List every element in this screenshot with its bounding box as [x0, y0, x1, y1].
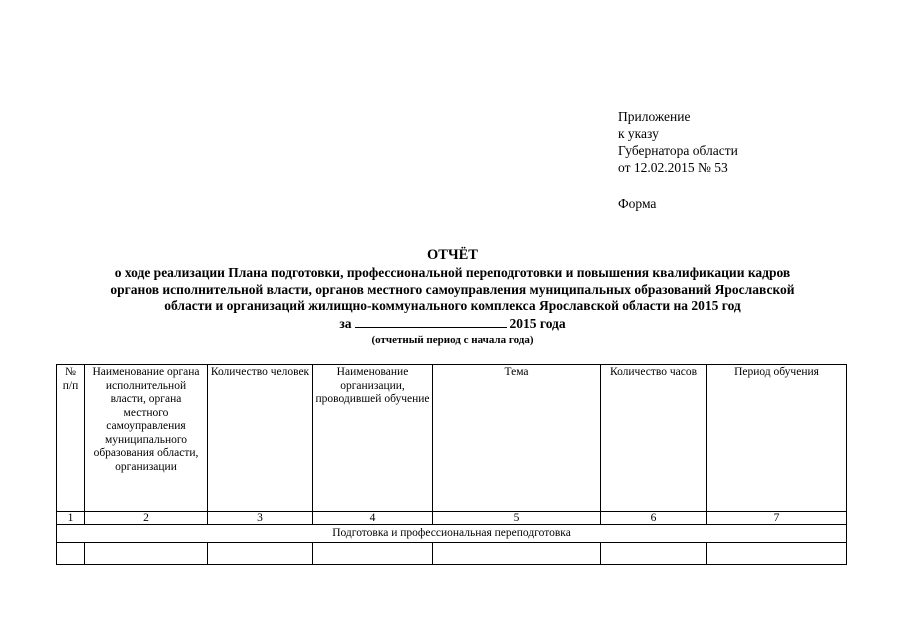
- table-cell: [57, 543, 85, 565]
- report-heading: [40, 246, 865, 348]
- header-hours: Количество часов: [601, 365, 707, 512]
- column-number: 1: [57, 512, 85, 525]
- header-organization-name: Наименование органа исполнительной власти, органа местного самоуправления муниципального образования области, организации: [85, 365, 208, 512]
- column-number: 7: [707, 512, 847, 525]
- form-label: Форма: [618, 196, 657, 211]
- column-number: 5: [433, 512, 601, 525]
- appendix-spacer: [618, 176, 738, 195]
- table-header-row: [57, 365, 847, 512]
- table-cell: [601, 543, 707, 565]
- column-number: 3: [208, 512, 313, 525]
- header-topic: Тема: [433, 365, 601, 512]
- report-subtitle-line-1: о ходе реализации Плана подготовки, профессиональной переподготовки и повышения квалификации кадров: [114, 265, 791, 280]
- section-row: [57, 525, 847, 543]
- appendix-title: Приложение: [618, 109, 691, 124]
- table-cell: [433, 543, 601, 565]
- table-row: [57, 543, 847, 565]
- period-prefix: за: [339, 315, 352, 331]
- period-hint: (отчетный период с начала года): [371, 333, 534, 346]
- column-number-row: [57, 512, 847, 525]
- header-people-count: Количество человек: [208, 365, 313, 512]
- column-number: 6: [601, 512, 707, 525]
- report-subtitle-line-3: области и организаций жилищно-коммунального комплекса Ярославской области на 2015 год: [164, 298, 741, 313]
- report-period: [40, 315, 865, 332]
- appendix-decree: к указу: [618, 126, 659, 141]
- period-suffix: 2015 года: [509, 315, 566, 331]
- table-cell: [208, 543, 313, 565]
- header-number: № п/п: [57, 365, 85, 512]
- appendix-block: [618, 108, 738, 212]
- header-training-organization: Наименование организации, проводившей обучение: [313, 365, 433, 512]
- column-number: 2: [85, 512, 208, 525]
- appendix-governor: Губернатора области: [618, 143, 738, 158]
- column-number: 4: [313, 512, 433, 525]
- appendix-date: от 12.02.2015 № 53: [618, 160, 728, 175]
- section-title: Подготовка и профессиональная переподготовка: [57, 525, 847, 543]
- report-table: [56, 364, 847, 565]
- header-period: Период обучения: [707, 365, 847, 512]
- table-cell: [313, 543, 433, 565]
- report-subtitle-line-2: органов исполнительной власти, органов местного самоуправления муниципальных образований Ярославской: [110, 281, 795, 297]
- table-cell: [707, 543, 847, 565]
- period-blank-field: [355, 316, 507, 328]
- report-title: ОТЧЁТ: [427, 247, 478, 263]
- table-cell: [85, 543, 208, 565]
